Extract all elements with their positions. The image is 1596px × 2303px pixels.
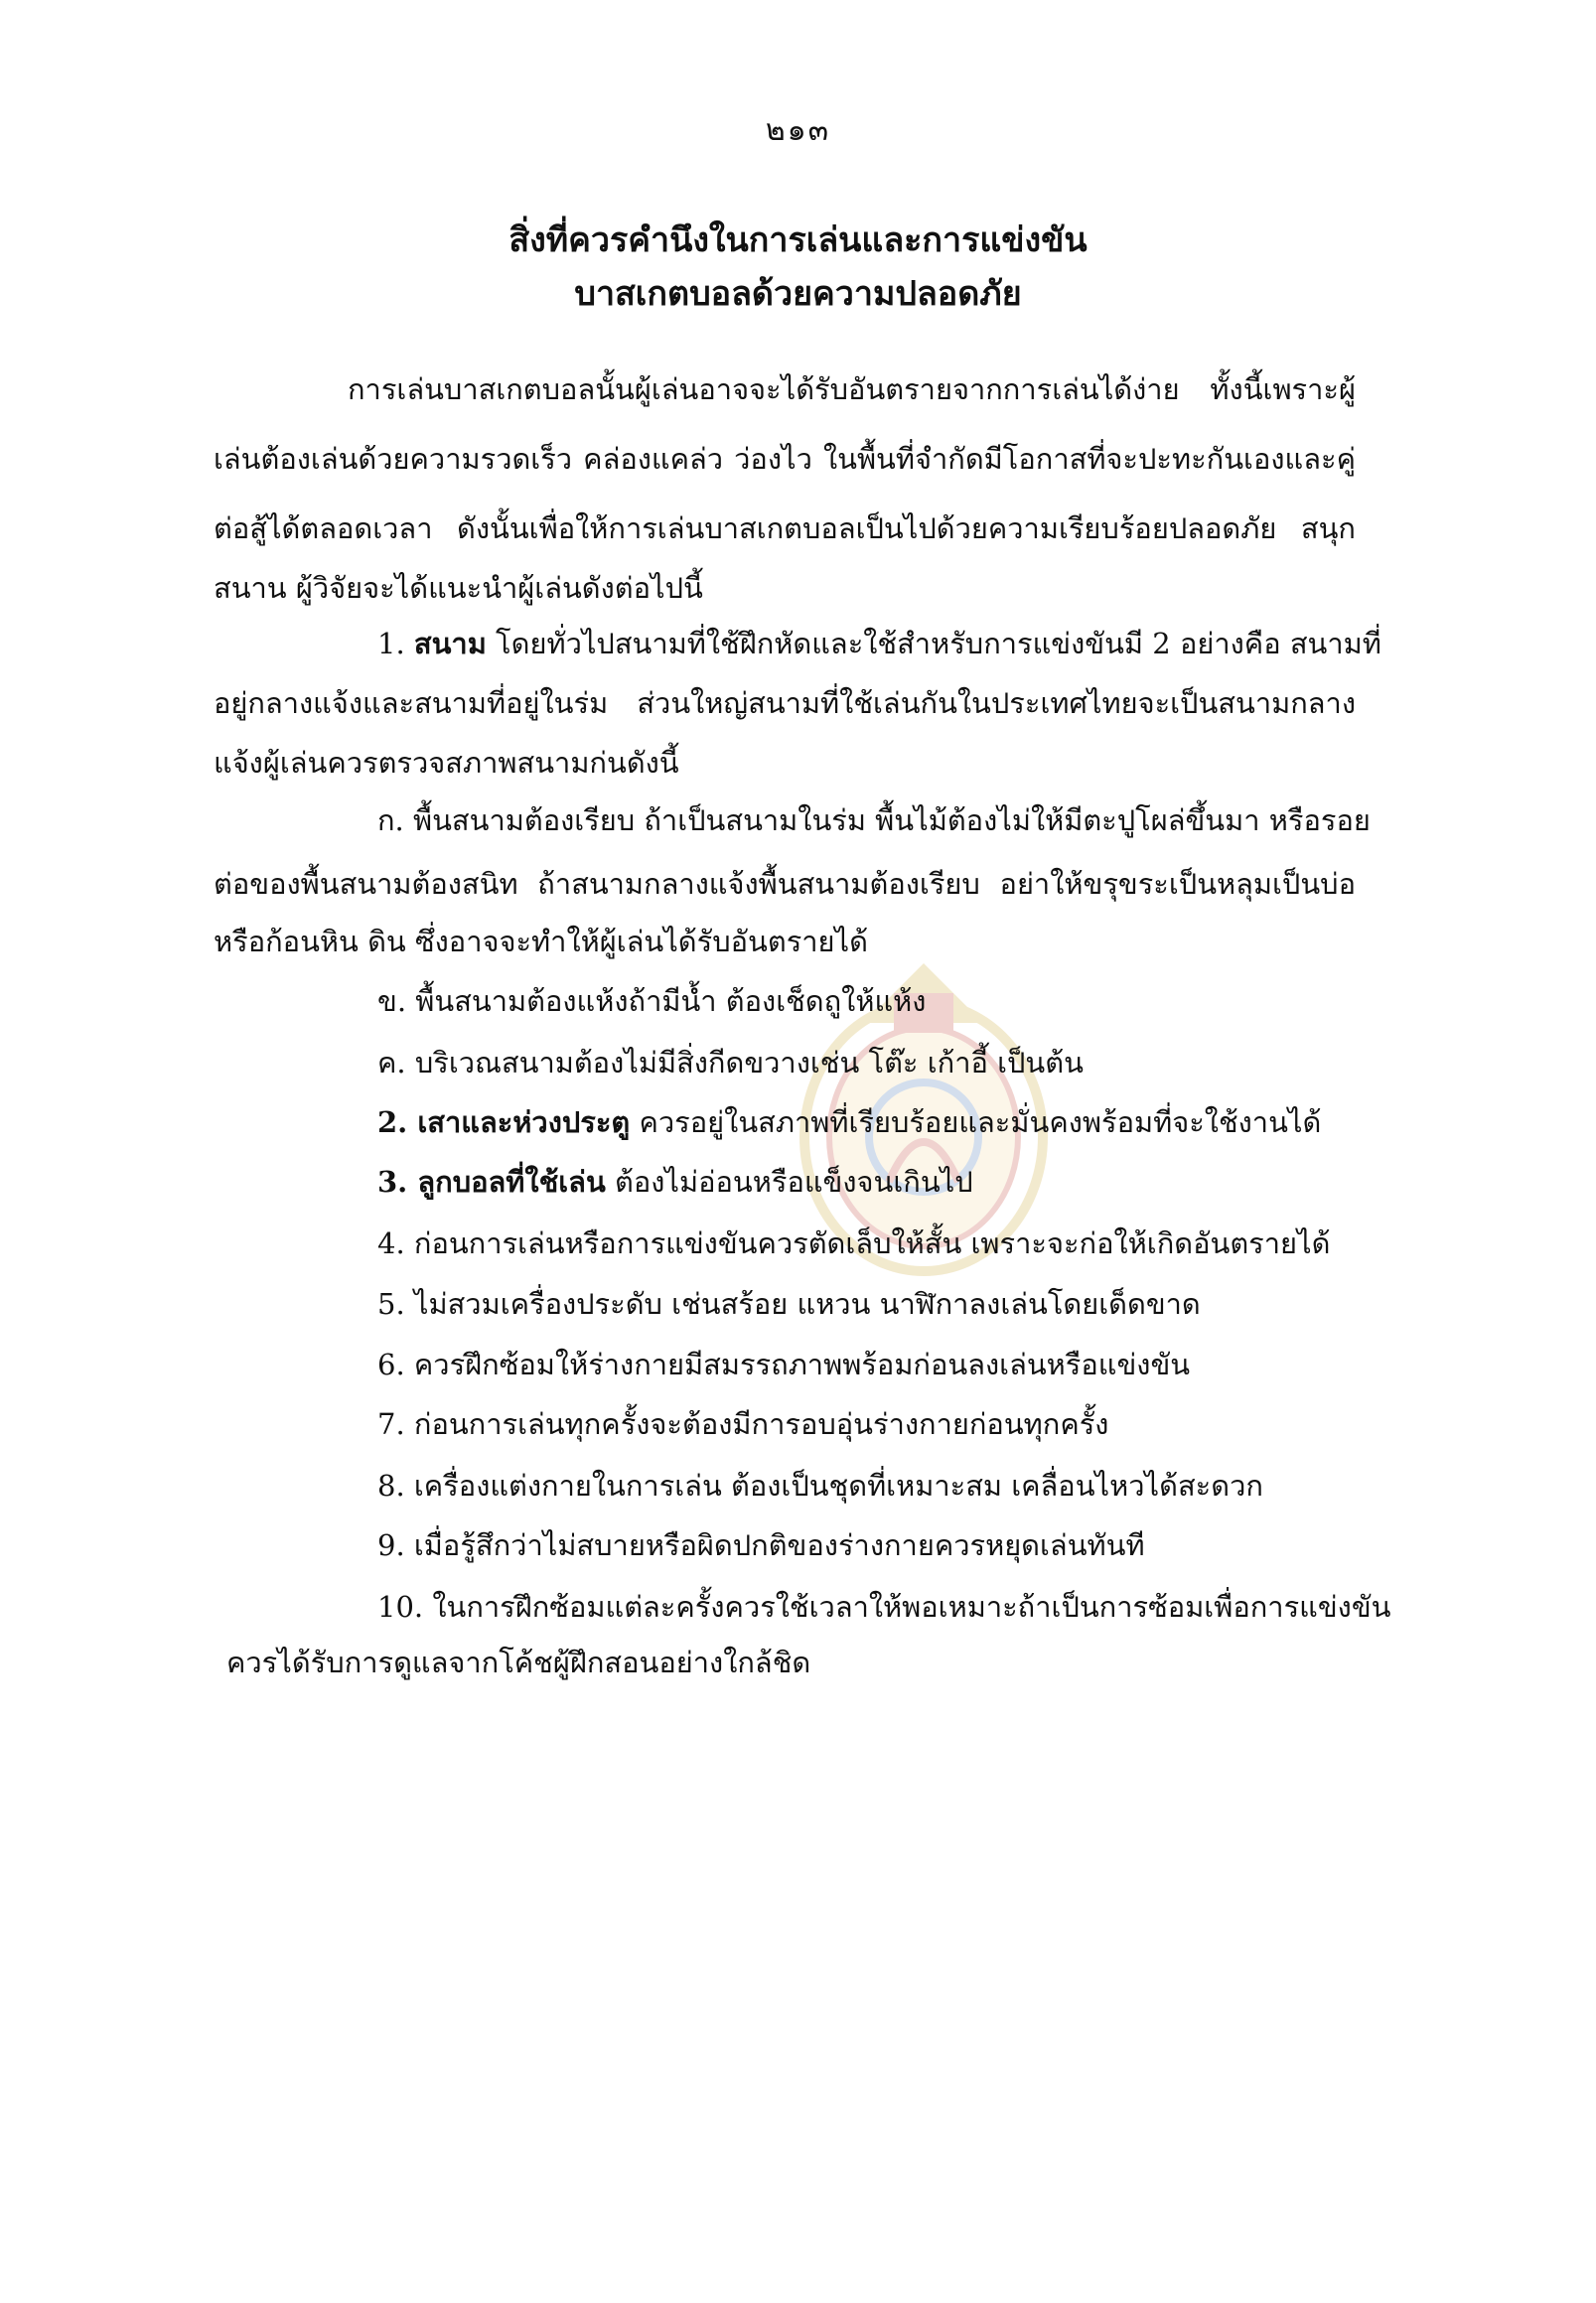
- item-1-line-3: แจ้งผู้เล่นควรตรวจสภาพสนามก่นดังนี้: [214, 746, 679, 780]
- sub-item-a-line: หรือก้อนหิน ดิน ซึ่งอาจจะทำให้ผู้เล่นได้รับอันตรายได้: [214, 925, 868, 958]
- item-3: [377, 1162, 973, 1202]
- item-9: 9. เมื่อรู้สึกว่าไม่สบายหรือผิดปกติของร่างกายควรหยุดเล่นทันที: [377, 1528, 1145, 1562]
- sub-item-a-line: ต่อของพื้นสนามต้องสนิท ถ้าสนามกลางแจ้งพื้นสนามต้องเรียบ อย่าให้ขรุขระเป็นหลุมเป็นบ่อ: [214, 867, 1356, 901]
- page-title-line-1: สิ่งที่ควรคำนึงในการเล่นและการแข่งขัน: [508, 220, 1088, 260]
- page-number: ๒๑๓: [765, 113, 831, 148]
- item-2: [377, 1102, 1321, 1142]
- item-1-number: 1.: [377, 627, 405, 660]
- intro-line: ต่อสู้ได้ตลอดเวลา ดังนั้นเพื่อให้การเล่นบาสเกตบอลเป็นไปด้วยความเรียบร้อยปลอดภัย สนุก: [214, 511, 1356, 545]
- item-2-heading: 2. เสาและห่วงประตู: [377, 1105, 631, 1139]
- item-1-line-1: [377, 624, 1381, 663]
- page-title-line-2: บาสเกตบอลด้วยความปลอดภัย: [574, 274, 1022, 314]
- item-1-heading: สนาม: [413, 627, 487, 660]
- intro-line: สนาน ผู้วิจัยจะได้แนะนำผู้เล่นดังต่อไปนี้: [214, 571, 703, 605]
- intro-line: เล่นต้องเล่นด้วยความรวดเร็ว คล่องแคล่ว ว่องไว ในพื้นที่จำกัดมีโอกาสที่จะปะทะกันเองและคู่: [214, 442, 1356, 476]
- item-1-text: โดยทั่วไปสนามที่ใช้ฝึกหัดและใช้สำหรับการแข่งขันมี 2 อย่างคือ สนามที่: [486, 627, 1381, 660]
- item-1-line-2: อยู่กลางแจ้งและสนามที่อยู่ในร่ม ส่วนใหญ่สนามที่ใช้เล่นกันในประเทศไทยจะเป็นสนามกลาง: [214, 686, 1356, 720]
- sub-item-a-line: ก. พื้นสนามต้องเรียบ ถ้าเป็นสนามในร่ม พื้นไม้ต้องไม่ให้มีตะปูโผล่ขึ้นมา หรือรอย: [377, 803, 1371, 837]
- item-10-line-1: 10. ในการฝึกซ้อมแต่ละครั้งควรใช้เวลาให้พอเหมาะถ้าเป็นการซ้อมเพื่อการแข่งขัน: [377, 1590, 1391, 1624]
- item-5: 5. ไม่สวมเครื่องประดับ เช่นสร้อย แหวน นาฬิกาลงเล่นโดยเด็ดขาด: [377, 1287, 1201, 1321]
- item-7: 7. ก่อนการเล่นทุกครั้งจะต้องมีการอบอุ่นร่างกายก่อนทุกครั้ง: [377, 1407, 1109, 1441]
- intro-line: การเล่นบาสเกตบอลนั้นผู้เล่นอาจจะได้รับอันตรายจากการเล่นได้ง่าย ทั้งนี้เพราะผู้: [348, 372, 1356, 406]
- item-6: 6. ควรฝึกซ้อมให้ร่างกายมีสมรรถภาพพร้อมก่อนลงเล่นหรือแข่งขัน: [377, 1348, 1191, 1381]
- item-3-text: ต้องไม่อ่อนหรือแข็งจนเกินไป: [605, 1165, 973, 1199]
- sub-item-c: ค. บริเวณสนามต้องไม่มีสิ่งกีดขวางเช่น โต๊ะ เก้าอี้ เป็นต้น: [377, 1046, 1084, 1080]
- item-8: 8. เครื่องแต่งกายในการเล่น ต้องเป็นชุดที่เหมาะสม เคลื่อนไหวได้สะดวก: [377, 1469, 1263, 1503]
- item-3-heading: 3. ลูกบอลที่ใช้เล่น: [377, 1165, 606, 1199]
- sub-item-b: ข. พื้นสนามต้องแห้งถ้ามีน้ำ ต้องเช็ดถูให้แห้ง: [377, 984, 927, 1018]
- item-2-text: ควรอยู่ในสภาพที่เรียบร้อยและมั่นคงพร้อมที่จะใช้งานได้: [630, 1105, 1322, 1139]
- item-10-line-2: ควรได้รับการดูแลจากโค้ชผู้ฝึกสอนอย่างใกล้ชิด: [226, 1646, 811, 1679]
- item-4: 4. ก่อนการเล่นหรือการแข่งขันควรตัดเล็บให้สั้น เพราะจะก่อให้เกิดอันตรายได้: [377, 1226, 1331, 1260]
